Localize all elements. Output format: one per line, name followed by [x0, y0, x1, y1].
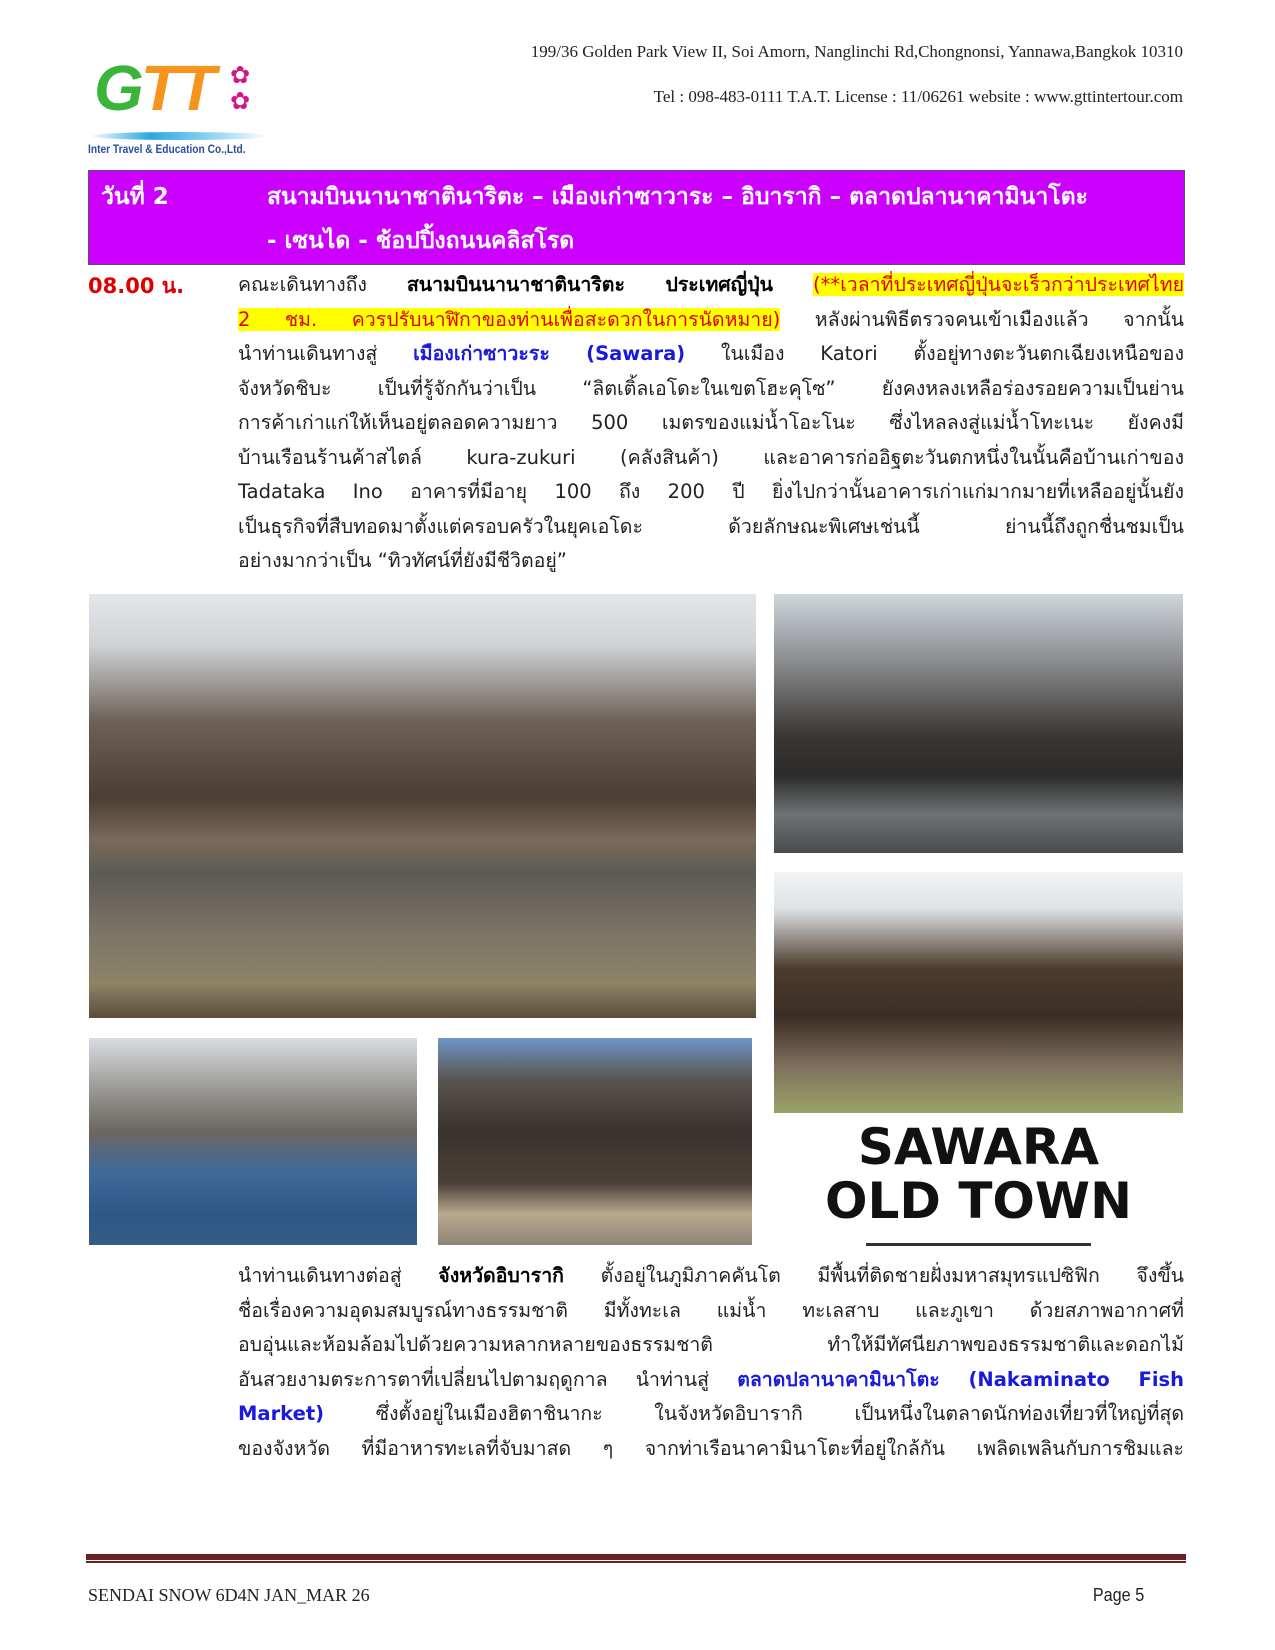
text-segment [773, 273, 813, 296]
text-segment: นำท่านเดินทางต่อสู่ [238, 1264, 439, 1287]
paragraph-line [238, 1259, 1184, 1294]
paragraph-line [238, 406, 1184, 441]
place-name-link: เมืองเก่าซาวะระ (Sawara) [413, 342, 686, 365]
sawara-old-town-title [774, 1120, 1183, 1228]
bold-place-name: สนามบินนานาชาตินาริตะ ประเทศญี่ปุ่น [406, 273, 774, 296]
logo-subtitle: Inter Travel & Education Co.,Ltd. [88, 142, 246, 156]
place-name-link: Market) [238, 1402, 325, 1425]
flower-icon: ✿ ✿ [230, 61, 251, 115]
text-segment: การค้าเก่าแก่ให้เห็นอยู่ตลอดความยาว 500 เมตรของแม่น้ำโอะโนะ ซึ่งไหลลงสู่แม่น้ำโทะเนะ ยังคงมี [238, 411, 1184, 434]
text-segment: อันสวยงามตระการตาที่เปลี่ยนไปตามฤดูกาล นำท่านสู่ [238, 1367, 738, 1391]
text-segment: ซึ่งตั้งอยู่ในเมืองฮิตาชินากะ ในจังหวัดอิบารากิ เป็นหนึ่งในตลาดนักท่องเที่ยวที่ใหญ่ที่สุด [324, 1402, 1184, 1425]
highlighted-note: 2 ชม. ควรปรับนาฬิกาของท่านเพื่อสะดวกในการนัดหมาย) [238, 307, 781, 331]
text-segment: บ้านเรือนร้านค้าสไตล์ kura-zukuri (คลังสินค้า) และอาคารก่ออิฐตะวันตกหนึ่งในนั้นคือบ้านเก่าของ [238, 445, 1184, 469]
paragraph-line [238, 1397, 1184, 1432]
text-segment: ของจังหวัด ที่มีอาหารทะเลที่จับมาสด ๆ จากท่าเรือนาคามินาโตะที่อยู่ใกล้กัน เพลิดเพลินกับการชิมและ [238, 1436, 1184, 1460]
footer-divider [86, 1554, 1186, 1563]
bold-place-name: จังหวัดอิบารากิ [438, 1264, 564, 1287]
text-segment: เป็นธุรกิจที่สืบทอดมาตั้งแต่ครอบครัวในยุคเอโดะ ด้วยลักษณะพิเศษเช่นนี้ ย่านนี้ถึงถูกชื่นชมเป็น [238, 514, 1184, 538]
paragraph-line [238, 441, 1184, 476]
brand-underline [866, 1243, 1091, 1246]
logo-wordmark: GTT [94, 52, 213, 124]
paragraph-line [238, 372, 1184, 407]
paragraph-line [238, 268, 1184, 303]
footer-page-number: Page 5 [1092, 1585, 1145, 1605]
footer-doc-code: SENDAI SNOW 6D4N JAN_MAR 26 [88, 1585, 370, 1605]
photo-sawara-wooden-houses [774, 872, 1183, 1113]
paragraph-line [238, 510, 1184, 545]
paragraph-line [238, 1363, 1184, 1398]
text-segment: ในเมือง Katori ตั้งอยู่ทางตะวันตกเฉียงเหนือของ [685, 342, 1184, 365]
paragraph-line [238, 475, 1184, 510]
text-segment: ตั้งอยู่ในภูมิภาคคันโต มีพื้นที่ติดชายฝั่งมหาสมุทรแปซิฟิก จึงขึ้น [563, 1264, 1184, 1287]
text-segment: คณะเดินทางถึง [238, 273, 407, 296]
paragraph-line [238, 1328, 1184, 1363]
brand-line2: OLD TOWN [825, 1172, 1132, 1230]
company-address: 199/36 Golden Park View II, Soi Amorn, Nanglinchi Rd,Chongnonsi, Yannawa,Bangkok 10310 [530, 42, 1183, 61]
text-segment: หลังผ่านพิธีตรวจคนเข้าเมืองแล้ว จากนั้น [780, 307, 1184, 331]
itinerary-paragraph-sawara [238, 268, 1184, 579]
photo-sawara-river-boat [89, 1038, 417, 1245]
paragraph-line [238, 544, 1184, 579]
photo-sawara-merchant-house [438, 1038, 752, 1245]
text-segment: อย่างมากว่าเป็น “ทิวทัศน์ที่ยังมีชีวิตอยู่” [238, 549, 567, 572]
day-title-line2: - เซนได - ช้อปปิ้งถนนคลิสโรด [267, 228, 575, 254]
day-title-line1: สนามบินนานาชาตินาริตะ – เมืองเก่าซาวาระ – อิบารากิ – ตลาดปลานาคามินาโตะ [267, 184, 1088, 210]
place-name-link: ตลาดปลานาคามินาโตะ (Nakaminato Fish [737, 1367, 1184, 1391]
schedule-time: 08.00 น. [88, 274, 185, 298]
highlighted-note: (**เวลาที่ประเทศญี่ปุ่นจะเร็วกว่าประเทศไทย [812, 273, 1184, 296]
logo-wave [90, 132, 270, 140]
text-segment: อบอุ่นและห้อมล้อมไปด้วยความหลากหลายของธรรมชาติ ทำให้มีทัศนียภาพของธรรมชาติและดอกไม้ [238, 1333, 1184, 1356]
text-segment: ชื่อเรื่องความอุดมสมบูรณ์ทางธรรมชาติ มีทั้งทะเล แม่น้ำ ทะเลสาบ และภูเขา ด้วยสภาพอากาศที่ [238, 1298, 1184, 1322]
photo-sawara-canal-street [89, 594, 756, 1018]
brand-line1: SAWARA [857, 1118, 1100, 1176]
paragraph-line [238, 1432, 1184, 1467]
company-logo [88, 44, 278, 160]
paragraph-line [238, 1294, 1184, 1329]
day-header-bar [88, 170, 1185, 265]
paragraph-line [238, 337, 1184, 372]
day-label: วันที่ 2 [101, 184, 169, 210]
photo-sawara-bridge [774, 594, 1183, 853]
text-segment: นำท่านเดินทางสู่ [238, 342, 414, 365]
itinerary-paragraph-ibaraki [238, 1259, 1184, 1466]
text-segment: จังหวัดชิบะ เป็นที่รู้จักกันว่าเป็น “ลิตเติ้ลเอโดะในเขตโฮะคุโซ” ยังคงหลงเหลือร่องรอยความเป็นย่าน [238, 376, 1184, 400]
text-segment: Tadataka Ino อาคารที่มีอายุ 100 ถึง 200 ปี ยิ่งไปกว่านั้นอาคารเก่าแก่มากมายที่เหลืออยู่นั้นยัง [238, 480, 1184, 503]
company-contact: Tel : 098-483-0111 T.A.T. License : 11/06261 website : www.gttintertour.com [653, 87, 1183, 106]
paragraph-line [238, 303, 1184, 338]
